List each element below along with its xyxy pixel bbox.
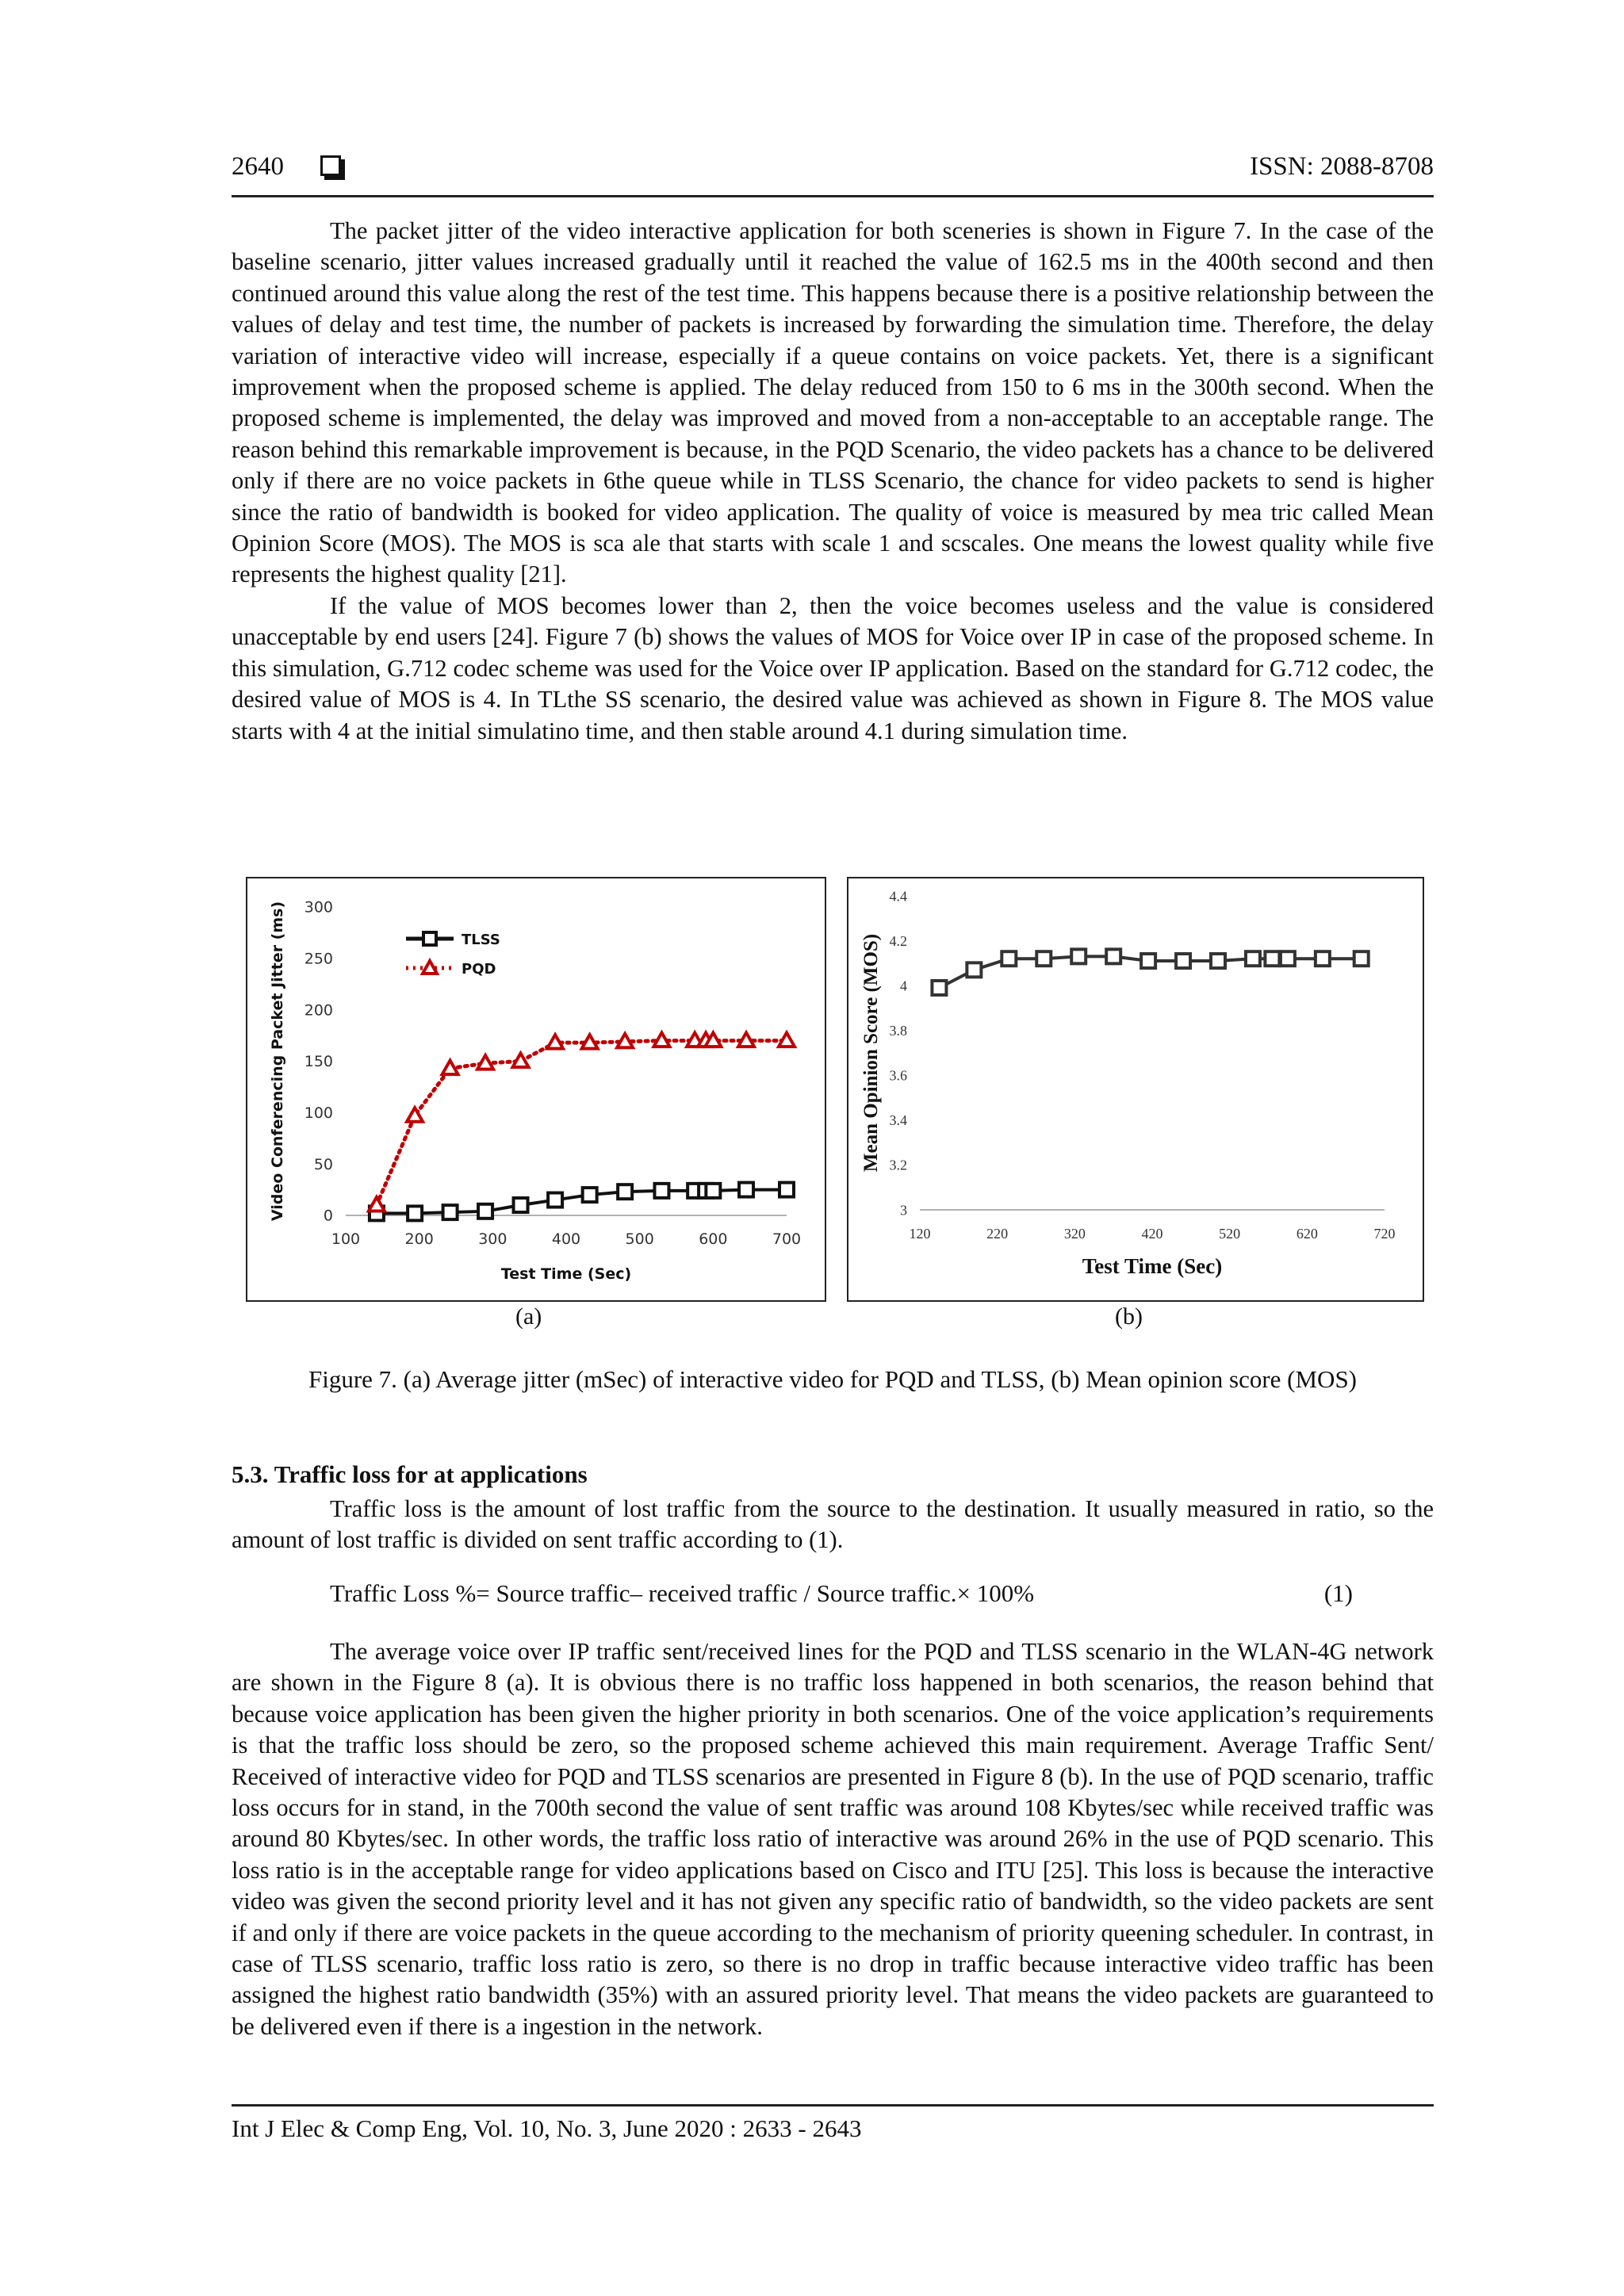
data-point-pqd [369,1197,385,1211]
data-point [1176,954,1190,968]
page-number: 2640 [232,152,284,181]
y-tick-label: 4.2 [889,932,907,949]
data-point-pqd [547,1035,563,1049]
paragraph: The average voice over IP traffic sent/received lines for the PQD and TLSS scenario in the WLAN-4G network are shown in the Figure 8 (a). It is obvious there is no traffic loss happened in both scenarios, the reason behind that because voice application has been given the higher priority in both scenarios. One of the voice application’s requirements is that the traffic loss should be zero, so the proposed scheme achieved this main requirement. Average Traffic Sent/ Received of interactive video for PQD and TLSS scenarios are presented in Figure 8 (b). In the use of PQD scenario, traffic loss occurs for in stand, in the 700th second the value of sent traffic was around 108 Kbytes/sec while received traffic was around 80 Kbytes/sec. In other words, the traffic loss ratio of interactive was around 26% in the use of PQD scenario. This loss ratio is in the acceptable range for video applications based on Cisco and ITU [25]. This loss is because the interactive video was given the second priority level and it has not given any specific ratio of bandwidth, so the video packets are sent if and only if there are voice packets in the queue according to the mechanism of priority queening scheduler. In contrast, in case of TLSS scenario, traffic loss ratio is zero, so there is no drop in traffic because interactive video traffic has been assigned the highest ratio bandwidth (35%) with an assured priority level. That means the video packets are guaranteed to be delivered even if there is a ingestion in the network. [232,1638,1434,2040]
series-line [377,1041,787,1205]
x-axis-label: Test Time (Sec) [500,1265,632,1283]
data-point-tlss [583,1188,597,1202]
mos-chart [848,878,1423,1300]
data-point [1246,951,1260,966]
y-axis-label: Video Conferencing Packet Jitter (ms) [269,901,286,1222]
x-tick-label: 500 [625,1230,654,1248]
subfigure-label-a: (a) [515,1303,542,1330]
y-tick-label: 3.6 [889,1067,907,1084]
y-tick-label: 300 [304,898,333,916]
figure-7b [847,877,1424,1302]
data-point [1036,951,1051,966]
data-point-tlss [443,1205,458,1219]
x-tick-label: 100 [331,1230,361,1248]
data-point-tlss [514,1198,528,1212]
data-point [932,981,946,995]
body-section-2 [232,1494,1434,1556]
legend-label: PQD [462,961,496,978]
data-point-pqd [477,1055,493,1070]
y-tick-label: 3 [900,1202,907,1219]
data-point [1002,951,1016,966]
x-tick-label: 600 [699,1230,728,1248]
section-heading: 5.3. Traffic loss for at applications [232,1460,588,1488]
y-tick-label: 4.4 [889,888,907,905]
data-point-tlss [779,1183,794,1197]
x-tick-label: 420 [1141,1226,1163,1242]
data-point [1106,949,1120,963]
data-point-pqd [407,1108,423,1122]
data-point [1354,951,1369,966]
equation-number: (1) [1323,1579,1353,1607]
data-point-pqd [617,1034,633,1048]
equation-1 [330,1579,1353,1608]
body-section-3 [232,1636,1434,2042]
paragraph: Traffic loss is the amount of lost traffic from the source to the destination. It usually measured in ratio, so the amount of lost traffic is divided on sent traffic according to (1). [232,1495,1434,1554]
data-point-tlss [548,1193,562,1207]
figure-caption: Figure 7. (a) Average jitter (mSec) of interactive video for PQD and TLSS, (b) Mean opinion score (MOS) [308,1365,1358,1393]
subfigure-label-b: (b) [1115,1303,1143,1330]
x-tick-label: 700 [772,1230,802,1248]
data-point-pqd [582,1035,598,1049]
paragraph: The packet jitter of the video interactive application for both sceneries is shown in Figure 7. In the case of the baseline scenario, jitter values increased gradually until it reached the value of 162.5 ms in the 400th second and then continued around this value along the rest of the test time. This happens because there is a positive relationship between the values of delay and test time, the number of packets is increased by forwarding the simulation time. Therefore, the delay variation of interactive video will increase, especially if a queue contains on voice packets. Yet, there is a significant improvement when the proposed scheme is applied. The delay reduced from 150 to 6 ms in the 300th second. When the proposed scheme is implemented, the delay was improved and moved from a non-acceptable to an acceptable range. The reason behind this remarkable improvement is because, in the PQD Scenario, the video packets has a chance to be delivered only if there are no voice packets in 6the queue while in TLSS Scenario, the chance for video packets to send is higher since the ratio of bandwidth is booked for video application. The quality of voice is measured by mea tric called Mean Opinion Score (MOS). The MOS is sca ale that starts with scale 1 and scscales. One means the lowest quality while five represents the highest quality [21]. [232,217,1434,588]
y-tick-label: 4 [900,978,907,994]
data-point [1211,954,1225,968]
page-footer [232,2104,1434,2143]
data-point [1071,949,1086,963]
figure-7a [246,877,826,1302]
data-point-tlss [478,1204,492,1219]
y-axis-label: Mean Opinion Score (MOS) [860,933,882,1173]
equation-text: Traffic Loss %= Source traffic– received traffic / Source traffic.× 100% [330,1579,1035,1607]
legend-label: TLSS [462,932,500,948]
y-tick-label: 200 [304,1001,333,1020]
data-point [1316,951,1330,966]
data-point-pqd [738,1033,754,1047]
y-tick-label: 3.2 [889,1157,907,1173]
jitter-chart [247,878,825,1300]
issn: ISSN: 2088-8708 [1250,152,1434,181]
x-tick-label: 620 [1296,1226,1318,1242]
body-section-1 [232,216,1434,747]
x-tick-label: 320 [1063,1226,1086,1242]
y-tick-label: 100 [304,1104,333,1122]
data-point-pqd [779,1033,795,1047]
x-tick-label: 220 [986,1226,1009,1242]
x-tick-label: 120 [909,1226,931,1242]
data-point-tlss [618,1184,632,1199]
data-point-pqd [442,1061,458,1075]
page-header [232,152,1434,197]
legend-marker-tlss [423,932,436,945]
x-tick-label: 400 [551,1230,581,1248]
data-point [1141,954,1155,968]
data-point [1281,951,1295,966]
y-tick-label: 250 [304,950,333,968]
data-point-tlss [408,1206,422,1220]
data-point-tlss [654,1184,668,1198]
data-point [1265,951,1279,966]
data-point-tlss [739,1183,753,1197]
x-tick-label: 300 [478,1230,508,1248]
x-axis-label: Test Time (Sec) [1082,1254,1223,1278]
legend-marker-pqd [423,961,437,974]
footer-citation: Int J Elec & Comp Eng, Vol. 10, No. 3, June 2020 : 2633 - 2643 [232,2114,862,2142]
data-point [967,962,981,977]
y-tick-label: 3.4 [889,1112,907,1129]
paragraph: If the value of MOS becomes lower than 2, then the voice becomes useless and the value is considered unacceptable by end users [24]. Figure 7 (b) shows the values of MOS for Voice over IP in case of the proposed scheme. In this simulation, G.712 codec scheme was used for the Voice over IP application. Based on the standard for G.712 codec, the desired value of MOS is 4. In TLthe SS scenario, the desired value was achieved as shown in Figure 8. The MOS value starts with 4 at the initial simulatino time, and then stable around 4.1 during simulation time. [232,591,1434,744]
y-tick-label: 0 [323,1207,333,1225]
x-tick-label: 720 [1373,1226,1396,1242]
y-tick-label: 150 [304,1053,333,1071]
data-point-pqd [653,1033,669,1047]
x-tick-label: 200 [404,1230,434,1248]
square-bullet-icon [320,155,341,176]
data-point-pqd [513,1054,529,1068]
x-tick-label: 520 [1219,1226,1241,1242]
y-tick-label: 50 [313,1155,333,1173]
data-point-tlss [706,1184,720,1198]
y-tick-label: 3.8 [889,1023,907,1039]
